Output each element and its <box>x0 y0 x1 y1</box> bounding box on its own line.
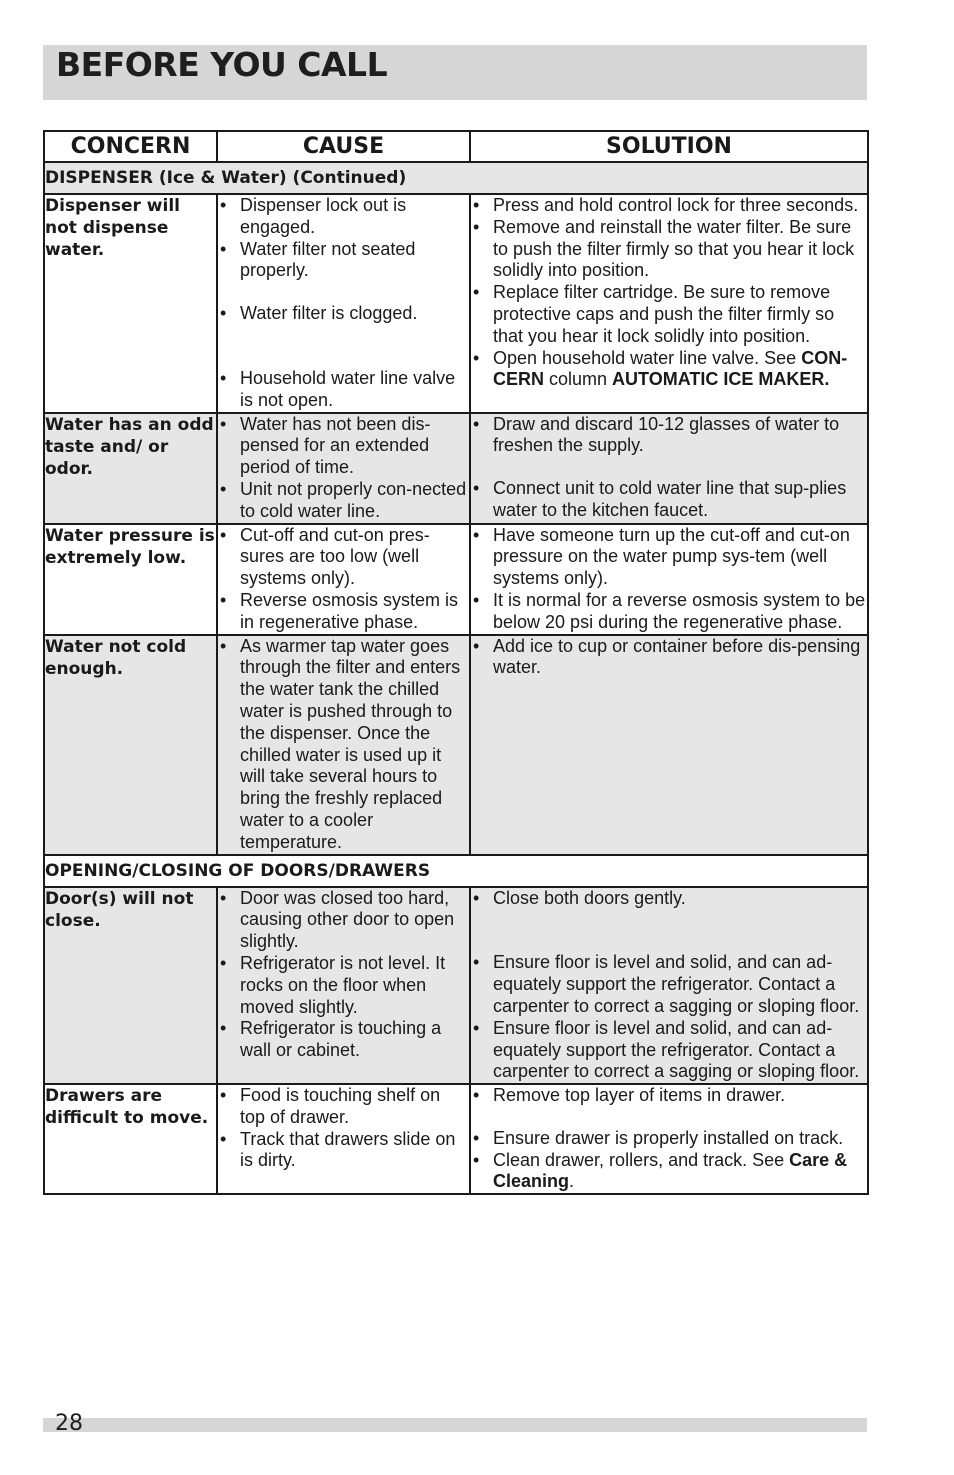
solution-cell <box>470 1084 868 1194</box>
solution-cell <box>470 413 868 524</box>
solution-text: . <box>569 1171 575 1192</box>
page-number: 28 <box>55 1411 83 1436</box>
solution-item: • Remove top layer of items in drawer. <box>471 1085 867 1107</box>
cause-item: • Unit not properly con-nected to cold water line. <box>218 479 469 523</box>
solution-item: • Remove and reinstall the water filter. Be sure to push the filter firmly so that you hear it lock solidly into position. <box>471 217 867 282</box>
cause-cell <box>217 887 470 1085</box>
title-bar <box>43 45 867 100</box>
cause-item: • Food is touching shelf on top of drawer. <box>218 1085 469 1129</box>
cause-item: • Water filter is clogged. <box>218 303 469 325</box>
cross-reference: AUTOMATIC ICE MAKER. <box>612 369 830 390</box>
concern-cell: Water pressure is extremely low. <box>44 524 217 635</box>
solution-item: • Ensure drawer is properly installed on track. <box>471 1128 867 1150</box>
section-row <box>44 162 868 194</box>
table-row <box>44 194 868 413</box>
solution-item: • Add ice to cup or container before dis-pensing water. <box>471 636 867 680</box>
concern-cell: Drawers are difficult to move. <box>44 1084 217 1194</box>
header-cause: CAUSE <box>217 131 470 162</box>
solution-cell <box>470 887 868 1085</box>
cause-item: • Refrigerator is not level. It rocks on the floor when moved slightly. <box>218 953 469 1018</box>
footer-bar <box>43 1418 867 1432</box>
solution-item: • Close both doors gently. <box>471 888 867 910</box>
concern-cell: Water not cold enough. <box>44 635 217 855</box>
solution-item: • Connect unit to cold water line that sup-plies water to the kitchen faucet. <box>471 478 867 522</box>
table-row <box>44 524 868 635</box>
header-solution: SOLUTION <box>470 131 868 162</box>
concern-cell: Water has an odd taste and/ or odor. <box>44 413 217 524</box>
cross-reference: Care & Cleaning <box>493 1149 848 1192</box>
solution-text: column <box>544 369 613 390</box>
solution-item <box>471 1150 867 1194</box>
section-title-dispenser: DISPENSER (Ice & Water) (Continued) <box>44 162 868 194</box>
table-row <box>44 887 868 1085</box>
cross-reference: CON-CERN <box>493 347 848 390</box>
troubleshooting-table <box>43 130 869 1195</box>
concern-cell: Door(s) will not close. <box>44 887 217 1085</box>
table-row <box>44 413 868 524</box>
cause-cell <box>217 1084 470 1194</box>
cause-item: • Door was closed too hard, causing other door to open slightly. <box>218 888 469 953</box>
solution-item: • Have someone turn up the cut-off and cut-on pressure on the water pump sys-tem (well systems only). <box>471 525 867 590</box>
solution-cell <box>470 524 868 635</box>
cause-item: • Reverse osmosis system is in regenerative phase. <box>218 590 469 634</box>
cause-item: • Dispenser lock out is engaged. <box>218 195 469 239</box>
concern-cell: Dispenser will not dispense water. <box>44 194 217 413</box>
section-row <box>44 855 868 887</box>
solution-cell <box>470 194 868 413</box>
solution-text: Clean drawer, rollers, and track. See <box>493 1149 790 1170</box>
header-concern: CONCERN <box>44 131 217 162</box>
table-row <box>44 635 868 855</box>
table-row <box>44 1084 868 1194</box>
cause-item: • Water filter not seated properly. <box>218 239 469 283</box>
cause-item: • Water has not been dis-pensed for an extended period of time. <box>218 414 469 479</box>
solution-item: • Replace filter cartridge. Be sure to remove protective caps and push the filter firmly so that you hear it lock solidly into position. <box>471 282 867 347</box>
cause-cell <box>217 194 470 413</box>
cause-item: • Cut-off and cut-on pres-sures are too low (well systems only). <box>218 525 469 590</box>
cause-cell <box>217 413 470 524</box>
cause-item: • Household water line valve is not open. <box>218 368 469 412</box>
solution-item: • Ensure floor is level and solid, and can ad-equately support the refrigerator. Contact a carpenter to correct a sagging or sloping floor. <box>471 952 867 1017</box>
solution-cell <box>470 635 868 855</box>
cause-cell <box>217 524 470 635</box>
cause-item: • As warmer tap water goes through the filter and enters the water tank the chilled water is pushed through to the dispenser. Once the chilled water is used up it will take several hours to bring the freshly replaced water to a cooler temperature. <box>218 636 469 854</box>
cause-item: • Refrigerator is touching a wall or cabinet. <box>218 1018 469 1062</box>
solution-item: • Draw and discard 10-12 glasses of water to freshen the supply. <box>471 414 867 458</box>
solution-item <box>471 348 867 392</box>
header-row <box>44 131 868 162</box>
page-title: BEFORE YOU CALL <box>56 45 388 84</box>
cause-item: • Track that drawers slide on is dirty. <box>218 1129 469 1173</box>
section-title-doors: OPENING/CLOSING OF DOORS/DRAWERS <box>44 855 868 887</box>
solution-item: • It is normal for a reverse osmosis system to be below 20 psi during the regenerative phase. <box>471 590 867 634</box>
solution-item: • Press and hold control lock for three seconds. <box>471 195 867 217</box>
solution-item: • Ensure floor is level and solid, and can ad-equately support the refrigerator. Contact a carpenter to correct a sagging or sloping floor. <box>471 1018 867 1083</box>
cause-cell <box>217 635 470 855</box>
solution-text: Open household water line valve. See <box>493 347 802 368</box>
